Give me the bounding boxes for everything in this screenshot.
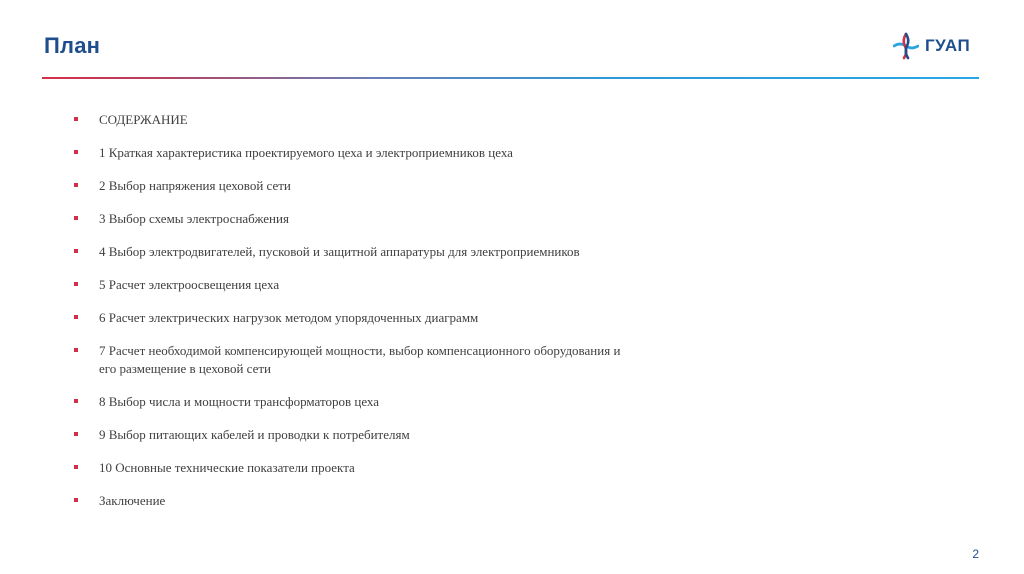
list-item-text: 9 Выбор питающих кабелей и проводки к потребителям bbox=[99, 427, 410, 442]
page-title: План bbox=[44, 33, 101, 58]
list-item-text: 3 Выбор схемы электроснабжения bbox=[99, 211, 289, 226]
guap-cross-logo-icon bbox=[893, 32, 919, 60]
bullet-icon bbox=[74, 348, 78, 352]
list-item-text: 5 Расчет электроосвещения цеха bbox=[99, 277, 280, 292]
list-item bbox=[73, 342, 633, 378]
list-item bbox=[73, 210, 633, 228]
bullet-icon bbox=[74, 249, 78, 253]
list-item-text: 10 Основные технические показатели проекта bbox=[99, 460, 355, 475]
list-item-text: 4 Выбор электродвигателей, пусковой и защитной аппаратуры для электроприемников bbox=[99, 244, 580, 259]
list-item-text: Заключение bbox=[99, 493, 166, 508]
list-item-text: 7 Расчет необходимой компенсирующей мощности, выбор компенсационного оборудования и его размещение в цеховой сети bbox=[99, 343, 621, 376]
list-item-text: СОДЕРЖАНИЕ bbox=[99, 112, 188, 127]
bullet-icon bbox=[74, 498, 78, 502]
list-item bbox=[73, 459, 633, 477]
list-item bbox=[73, 276, 633, 294]
list-item-text: 8 Выбор числа и мощности трансформаторов цеха bbox=[99, 394, 380, 409]
list-item bbox=[73, 309, 633, 327]
bullet-icon bbox=[74, 117, 78, 121]
title-divider bbox=[42, 77, 979, 79]
bullet-icon bbox=[74, 465, 78, 469]
bullet-icon bbox=[74, 150, 78, 154]
list-item bbox=[73, 243, 633, 261]
bullet-icon bbox=[74, 216, 78, 220]
page-number: 2 bbox=[972, 547, 979, 561]
list-item bbox=[73, 177, 633, 195]
list-item bbox=[73, 492, 633, 510]
list-item bbox=[73, 426, 633, 444]
contents-list bbox=[73, 111, 633, 525]
bullet-icon bbox=[74, 399, 78, 403]
bullet-icon bbox=[74, 432, 78, 436]
bullet-icon bbox=[74, 183, 78, 187]
list-item bbox=[73, 111, 633, 129]
bullet-icon bbox=[74, 282, 78, 286]
list-item-text: 6 Расчет электрических нагрузок методом упорядоченных диаграмм bbox=[99, 310, 479, 325]
list-item bbox=[73, 393, 633, 411]
logo-text: ГУАП bbox=[925, 36, 971, 55]
list-item-text: 1 Краткая характеристика проектируемого цеха и электроприемников цеха bbox=[99, 145, 513, 160]
list-item bbox=[73, 144, 633, 162]
list-item-text: 2 Выбор напряжения цеховой сети bbox=[99, 178, 291, 193]
guap-logo bbox=[893, 31, 985, 61]
bullet-icon bbox=[74, 315, 78, 319]
